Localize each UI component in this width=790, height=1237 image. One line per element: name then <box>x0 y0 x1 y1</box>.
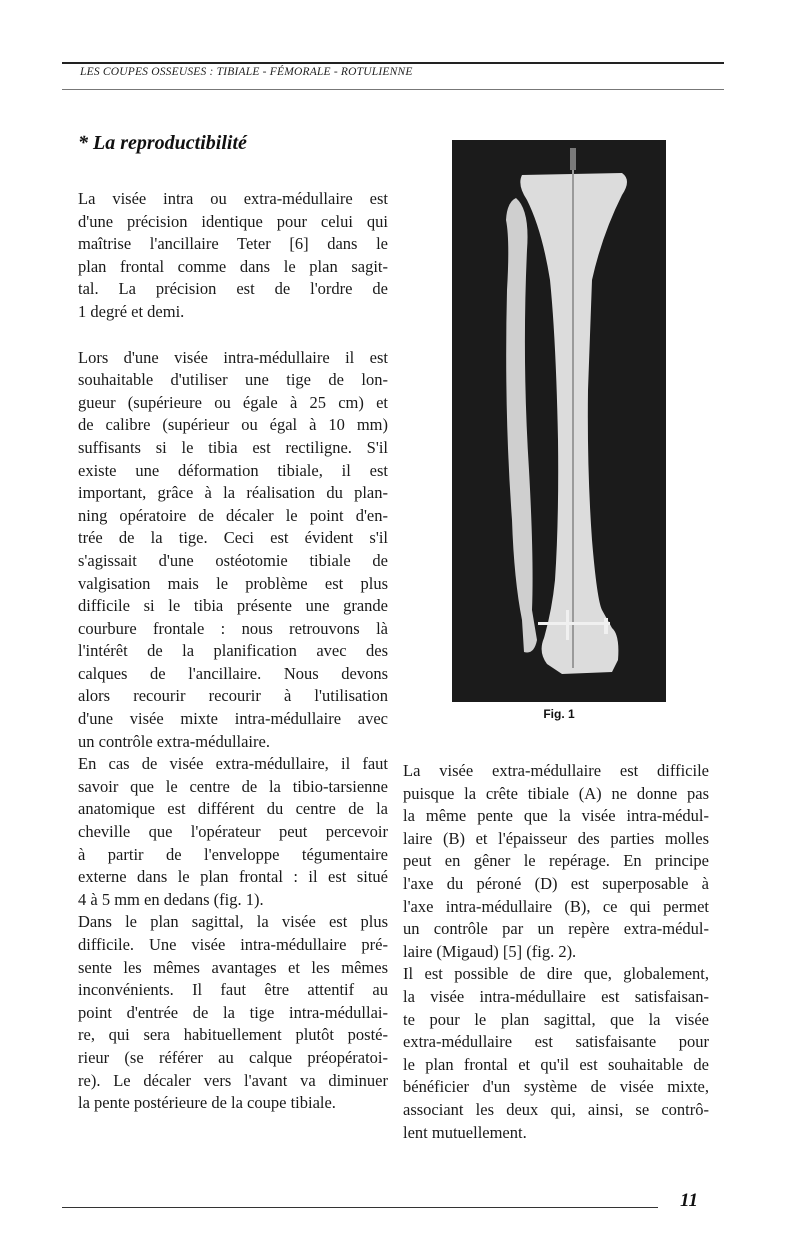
text-line: l'intérêt de la planification avec des <box>78 641 388 661</box>
text-line: 1 degré et demi. <box>78 301 185 321</box>
text-line: trée de la tige. Ceci est évident s'il <box>78 528 388 548</box>
right-column <box>403 760 709 1144</box>
text-line: le plan frontal et qu'il est souhaitable de <box>403 1054 709 1074</box>
text-line: valgisation mais le problème est plus <box>78 573 388 593</box>
text-line: peut en gêner le repérage. En principe <box>403 851 709 871</box>
intramedullary-rod <box>572 148 574 668</box>
text-line: plan frontal comme dans le plan sagit- <box>78 256 388 276</box>
text-line: s'agissait d'une ostéotomie tibiale de <box>78 550 388 570</box>
text-line: calques de l'ancillaire. Nous devons <box>78 663 388 683</box>
text-line: lent mutuellement. <box>403 1122 527 1142</box>
text-line: la pente postérieure de la coupe tibiale. <box>78 1093 336 1113</box>
text-line: suffisants si le tibia est rectiligne. S'il <box>78 437 388 457</box>
text-line: Dans le plan sagittal, la visée est plus <box>78 912 388 932</box>
text-line: tal. La précision est de l'ordre de <box>78 279 388 299</box>
text-line: ning opératoire de décaler le point d'en- <box>78 505 388 525</box>
text-line: d'une visée mixte intra-médullaire avec <box>78 709 388 729</box>
page-number: 11 <box>680 1190 698 1211</box>
rod-top-cap <box>570 148 576 170</box>
running-head: LES COUPES OSSEUSES : TIBIALE - FÉMORALE - ROTULIENNE <box>80 66 413 78</box>
text-line: à partir de l'enveloppe tégumentaire <box>78 844 388 864</box>
text-line: gueur (supérieure ou égale à 25 cm) et <box>78 392 388 412</box>
text-line: 4 à 5 mm en dedans (fig. 1). <box>78 889 264 909</box>
alignment-guide-bar <box>538 622 610 625</box>
text-line: Lors d'une visée intra-médullaire il est <box>78 347 388 367</box>
alignment-guide-peg <box>604 618 608 634</box>
text-line: maîtrise l'ancillaire Teter [6] dans le <box>78 234 388 254</box>
text-line: inconvénients. Il faut être attentif au <box>78 980 388 1000</box>
tibia-xray-figure <box>452 140 666 702</box>
text-line: courbure frontale : nous retrouvons là <box>78 618 388 638</box>
alignment-guide-post <box>566 610 569 640</box>
text-line: bénéficier d'un système de visée mixte, <box>403 1077 709 1097</box>
figure-caption: Fig. 1 <box>543 707 575 721</box>
text-line: re). Le décaler vers l'avant va diminuer <box>78 1070 388 1090</box>
text-line: de calibre (supérieur ou égal à 10 mm) <box>78 415 388 435</box>
text-line: En cas de visée extra-médullaire, il faut <box>78 754 388 774</box>
text-line: La visée extra-médullaire est difficile <box>403 761 709 780</box>
text-line: La visée intra ou extra-médullaire est <box>78 189 388 208</box>
text-line: l'axe du péroné (D) est superposable à <box>403 873 709 893</box>
text-line: point d'entrée de la tige intra-médullai- <box>78 1002 388 1022</box>
text-line: la visée intra-médullaire est satisfaisan- <box>403 986 709 1006</box>
text-line: puisque la crête tibiale (A) ne donne pas <box>403 783 709 803</box>
text-line: difficile. Une visée intra-médullaire pré- <box>78 935 388 954</box>
left-column <box>78 188 388 1138</box>
text-line: un contrôle extra-médullaire. <box>78 731 270 751</box>
text-line: sente les mêmes avantages et les mêmes <box>78 957 388 977</box>
text-line: souhaitable d'utiliser une tige de lon- <box>78 370 388 390</box>
text-line: laire (Migaud) [5] (fig. 2). <box>403 941 577 961</box>
text-line: alors recourir recourir à l'utilisation <box>78 686 388 706</box>
text-line: Il est possible de dire que, globalement, <box>403 964 709 984</box>
text-line: anatomique est différent du centre de la <box>78 799 388 819</box>
text-line: externe dans le plan frontal : il est situé <box>78 867 388 887</box>
text-line: existe une déformation tibiale, il est <box>78 460 388 480</box>
text-line: d'une précision identique pour celui qui <box>78 211 388 231</box>
text-line: cheville que l'opérateur peut percevoir <box>78 822 388 842</box>
text-line: l'axe intra-médullaire (B), ce qui permet <box>403 896 709 916</box>
text-line: rieur (se référer au calque préopératoi- <box>78 1047 388 1067</box>
text-line: difficile si le tibia présente une grande <box>78 596 388 616</box>
text-line: re, qui sera habituellement plutôt posté- <box>78 1025 388 1045</box>
header-underline <box>62 89 724 90</box>
text-line: un contrôle par un repère extra-médul- <box>403 919 709 939</box>
text-line: associant les deux qui, ainsi, se contrô- <box>403 1099 709 1119</box>
tibia-drawing <box>452 140 666 702</box>
footer-rule <box>62 1207 658 1208</box>
text-line: laire (B) et l'épaisseur des parties molles <box>403 828 709 848</box>
text-line: important, grâce à la réalisation du plan- <box>78 483 388 503</box>
text-line: la même pente que la visée intra-médul- <box>403 806 709 826</box>
text-line: extra-médullaire est satisfaisante pour <box>403 1032 709 1052</box>
section-title: * La reproductibilité <box>78 132 247 154</box>
fibula-bone <box>506 198 537 653</box>
text-line: savoir que le centre de la tibio-tarsienne <box>78 776 388 796</box>
text-line: te pour le plan sagittal, que la visée <box>403 1009 709 1029</box>
header-rule <box>62 62 724 64</box>
